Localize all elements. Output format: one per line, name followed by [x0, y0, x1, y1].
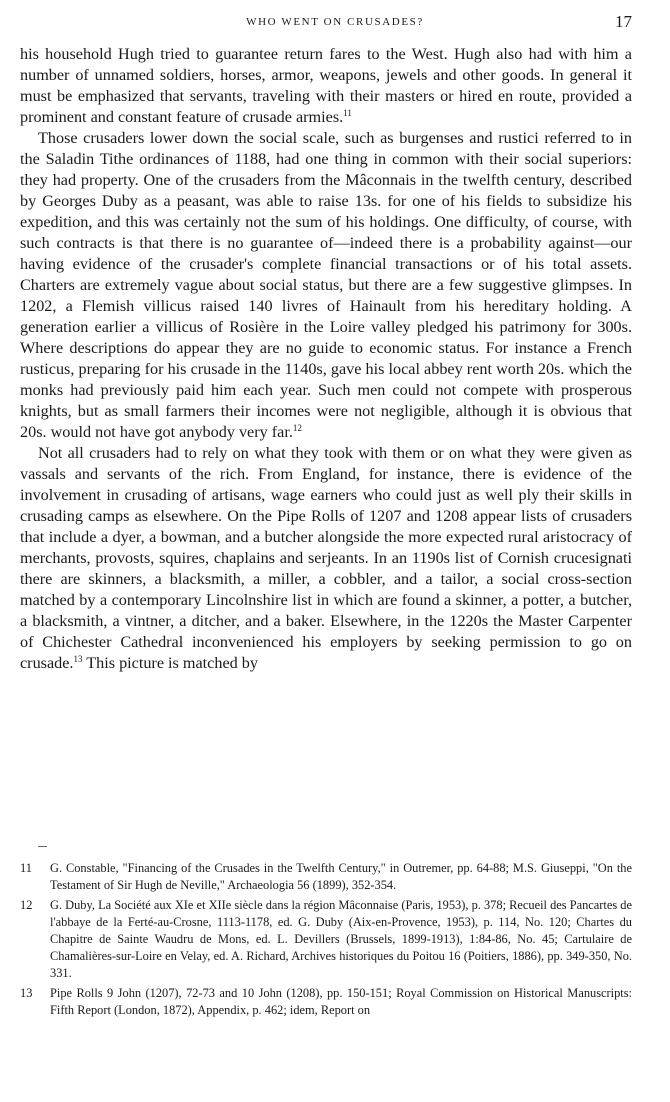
body-text: [20, 44, 632, 674]
footnotes: [20, 860, 632, 1022]
footnote-text: Pipe Rolls 9 John (1207), 72-73 and 10 John (1208), pp. 150-151; Royal Commission on Historical Manuscripts: Fifth Report (London, 1872), Appendix, p. 462; idem, Report on: [50, 986, 632, 1017]
running-title: WHO WENT ON CRUSADES?: [246, 16, 424, 28]
footnote: [20, 897, 632, 982]
paragraph-text: Those crusaders lower down the social scale, such as burgenses and rustici referred to in the Saladin Tithe ordinances of 1188, had one thing in common with their social superiors: they had property. One of the crusaders from the Mâconnais in the twelfth century, described by Georges Duby as a peasant, was able to raise 13s. for one of his fields to subsidize his expedition, and this was certainly not the sum of his holdings. One difficulty, of course, with such contracts is that there is no guarantee of—indeed there is a probability against—our having evidence of the crusader's complete financial transactions or of his total assets. Charters are extremely vague about social status, but there are a few suggestive glimpses. In 1202, a Flemish villicus raised 140 livres of Hainault from his hereditary holding. A generation earlier a villicus of Rosière in the Loire valley pledged his patrimony for 300s. Where descriptions do appear they are no guide to economic status. For instance a French rusticus, preparing for his crusade in the 1140s, gave his local abbey rent worth 20s. which the monks had previously paid him each year. Such men could not compete with prosperous knights, but as small farmers their incomes were not negligible, although it is obvious that 20s. would not have got anybody very far.: [20, 129, 632, 441]
footnote: [20, 860, 632, 894]
footnote-number: 11: [20, 861, 32, 875]
paragraph: [20, 128, 632, 443]
paragraph: [20, 44, 632, 128]
paragraph: [20, 443, 632, 674]
footnote-separator: [38, 846, 47, 847]
running-head: [0, 12, 670, 34]
footnote-ref: 13: [73, 654, 83, 664]
footnote-number: 13: [20, 986, 33, 1000]
footnote: [20, 985, 632, 1019]
footnote-ref: 11: [343, 108, 352, 118]
paragraph-text: Not all crusaders had to rely on what they took with them or on what they were given as vassals and servants of the rich. From England, for instance, there is evidence of the involvement in crusading of artisans, wage earners who could just as well ply their skills in crusading camps as elsewhere. On the Pipe Rolls of 1207 and 1208 appear lists of crusaders that include a dyer, a bowman, and a butcher alongside the more expected rural aristocracy of merchants, provosts, squires, chaplains and serjeants. In an 1190s list of Cornish crucesignati there are skinners, a blacksmith, a miller, a cobbler, and a tailor, a social cross-section matched by a contemporary Lincolnshire list in which are found a skinner, a potter, a butcher, a blacksmith, a vintner, a ditcher, and a baker. Elsewhere, in the 1220s the Master Carpenter of Chichester Cathedral inconvenienced his employers by seeking permission to go on crusade.: [20, 444, 632, 672]
footnote-text: G. Constable, "Financing of the Crusades in the Twelfth Century," in Outremer, pp. 64-88; M.S. Giuseppi, "On the Testament of Sir Hugh de Neville," Archaeologia 56 (1899), 352-354.: [50, 861, 632, 892]
paragraph-text: his household Hugh tried to guarantee return fares to the West. Hugh also had with him a number of unnamed soldiers, horses, armor, weapons, jewels and other goods. In general it must be emphasized that servants, traveling with their masters or hired en route, provided a prominent and constant feature of crusade armies.: [20, 45, 632, 126]
footnote-number: 12: [20, 898, 33, 912]
paragraph-tail: This picture is matched by: [82, 654, 258, 672]
footnote-ref: 12: [292, 423, 302, 433]
footnote-text: G. Duby, La Société aux XIe et XIIe siècle dans la région Mâconnaise (Paris, 1953), p. 378; Recueil des Pancartes de l'abbaye de la Ferté-au-Crosne, 1113-1178, ed. G. Duby (Aix-en-Provence, 1953), p. 114, No. 120; Chartes du Chapitre de Sainte Waudru de Mons, ed. L. Devillers (Brussels, 1899-1913), 1:84-86, No. 45; Cartulaire de Chamalières-sur-Loire en Velay, ed. A. Richard, Archives historiques du Poitou 16 (Poitiers, 1886), pp. 349-350, No. 331.: [50, 898, 632, 980]
page-number: 17: [615, 12, 632, 31]
